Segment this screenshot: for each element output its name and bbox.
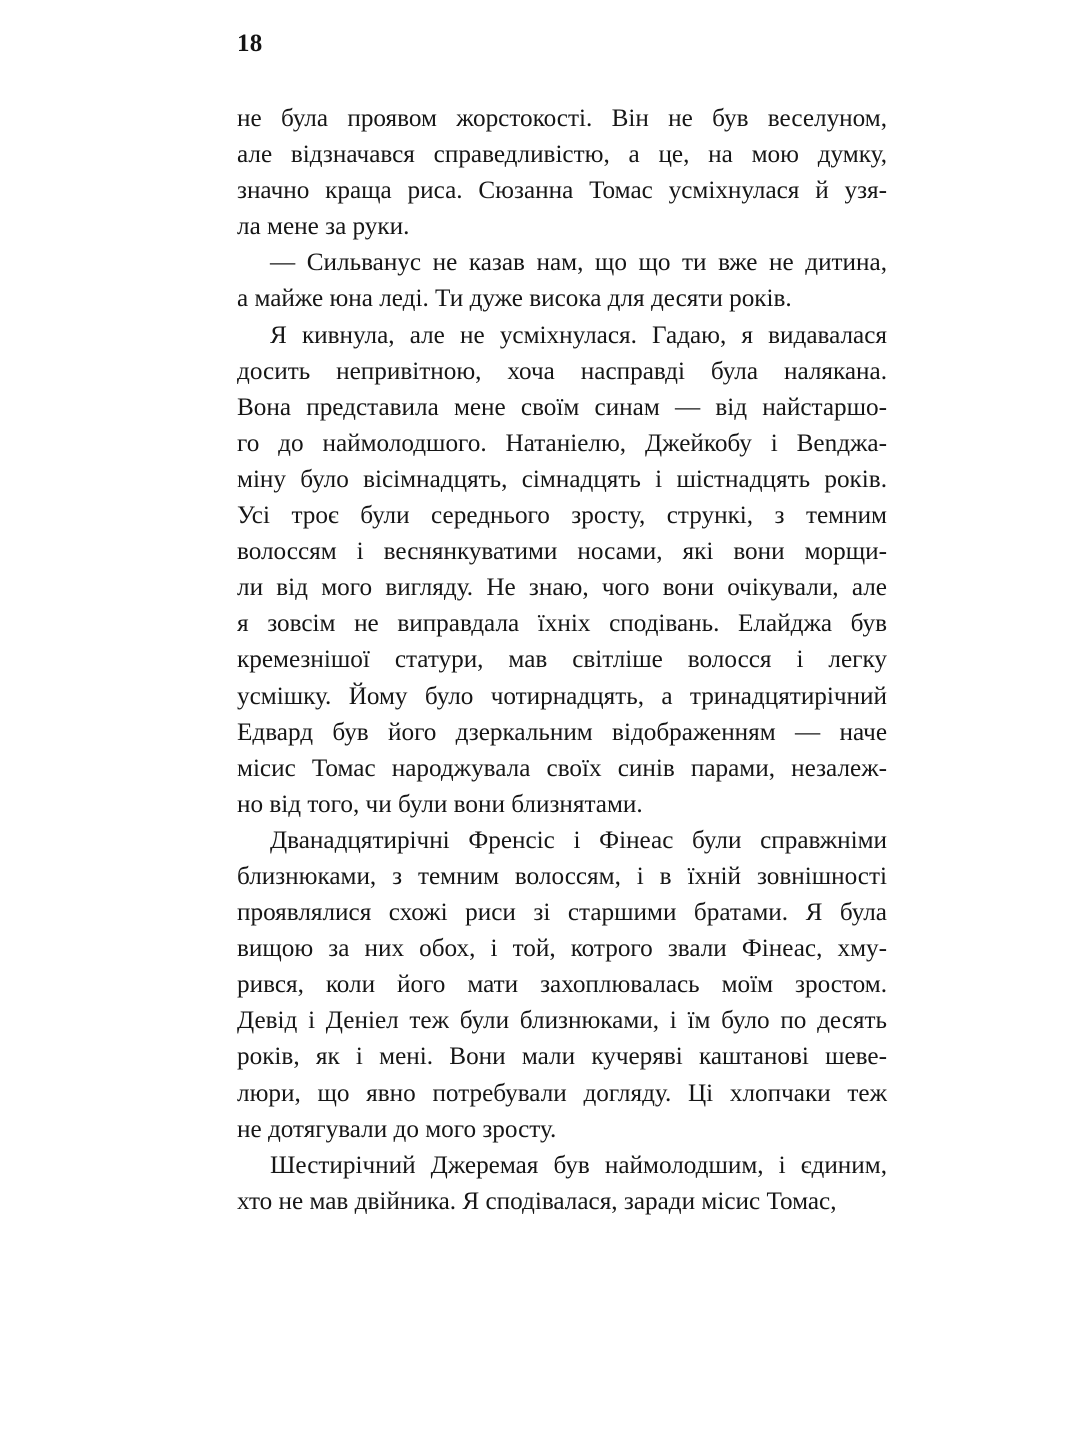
- text-line: Едвард був його дзеркальним відображенням — наче: [237, 718, 887, 746]
- text-line: проявлялися схожі риси зі старшими братами. Я була: [237, 899, 887, 927]
- paragraph: [237, 318, 887, 823]
- page-number: 18: [237, 30, 263, 57]
- text-line: кремезнішої статури, мав світліше волосся і легку: [237, 646, 887, 674]
- text-line: не була проявом жорстокості. Він не був веселуном,: [237, 105, 887, 132]
- text-line: досить непривітною, хоча насправді була налякана.: [237, 357, 887, 385]
- text-line: а майже юна леді. Ти дуже висока для десяти років.: [237, 285, 792, 313]
- text-line: але відзначався справедливістю, а це, на мою думку,: [237, 141, 887, 169]
- text-line: близнюками, з темним волоссям, і в їхній зовнішності: [237, 862, 887, 890]
- paragraph: [237, 1148, 887, 1220]
- text-line: — Сильванус не казав нам, що що ти вже не дитина,: [270, 249, 887, 277]
- text-line: Дванадцятирічні Френсіс і Фінеас були справжніми: [270, 826, 887, 854]
- text-line: го до наймолодшого. Натаніелю, Джейкобу і Benджа-: [237, 429, 887, 457]
- text-line: Шестирічний Джеремая був наймолодшим, і єдиним,: [270, 1151, 887, 1179]
- text-line: ла мене за руки.: [237, 213, 410, 241]
- text-line: місис Томас народжувала своїх синів парами, незалеж-: [237, 754, 887, 782]
- text-line: хто не мав двійника. Я сподівалася, заради місис Томас,: [237, 1187, 837, 1215]
- text-line: не дотягували до мого зросту.: [237, 1115, 557, 1143]
- text-line: я зовсім не виправдала їхніх сподівань. Елайджа був: [237, 610, 887, 638]
- text-line: Усі троє були середнього зросту, стрункі, з темним: [237, 502, 887, 530]
- text-line: волоссям і веснянкуватими носами, які вони морщи-: [237, 538, 887, 566]
- text-line: рився, коли його мати захоплювалась моїм зростом.: [237, 971, 887, 999]
- text-line: Вона представила мене своїм синам — від найстаршо-: [237, 393, 887, 421]
- text-line: значно краща риса. Сюзанна Томас усміхнулася й узя-: [237, 177, 887, 205]
- text-line: усмішку. Йому було чотирнадцять, а тринадцятирічний: [237, 682, 887, 710]
- text-line: Девід і Деніел теж були близнюками, і їм було по десять: [237, 1007, 887, 1035]
- text-line: но від того, чи були вони близнятами.: [237, 790, 643, 818]
- paragraph-dialogue: [237, 245, 887, 317]
- body-text-block: [237, 101, 887, 1220]
- text-line: вищою за них обох, і той, котрого звали Фінеас, хму-: [237, 935, 887, 963]
- text-line: Я кивнула, але не усміхнулася. Гадаю, я видавалася: [270, 321, 887, 349]
- text-line: міну було вісімнадцять, сімнадцять і шістнадцять років.: [237, 465, 887, 493]
- paragraph: [237, 101, 887, 245]
- text-line: люри, що явно потребували догляду. Ці хлопчаки теж: [237, 1079, 887, 1107]
- paragraph: [237, 823, 887, 1148]
- text-line: ли від мого вигляду. Не знаю, чого вони очікували, але: [237, 574, 887, 602]
- text-line: років, як і мені. Вони мали кучеряві каштанові шеве-: [237, 1043, 887, 1071]
